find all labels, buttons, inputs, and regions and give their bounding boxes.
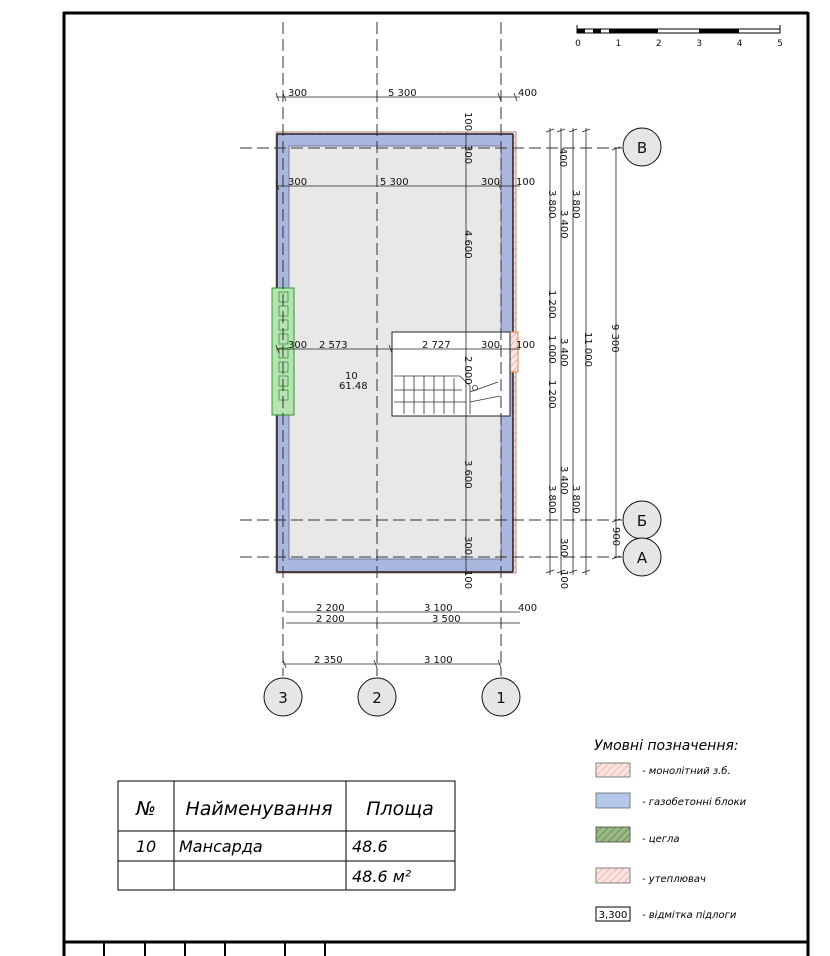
legend-label-concrete: - монолітний з.б.	[642, 766, 731, 777]
scale-tick-label: 5	[777, 39, 783, 49]
dim-bottom1-b: 3 100	[424, 603, 453, 614]
dim-inner-f: 300	[462, 536, 473, 556]
dim-r3-c: 3 800	[570, 485, 581, 514]
dim-bottom2-a: 2 200	[316, 614, 345, 625]
dim-inner-d: 2 000	[462, 356, 473, 385]
table-row1-num: 10	[135, 837, 157, 856]
axis-bubble-v	[623, 128, 661, 166]
area-table	[118, 781, 455, 890]
dim-r3-b: 11 000	[582, 332, 593, 367]
dim-r2-b: 3 400	[558, 338, 569, 367]
axis-bubble-1	[482, 678, 520, 716]
table-row1-area: 48.6	[352, 837, 388, 856]
axis-label-2: 2	[372, 689, 382, 707]
dim-bottom1-c: 400	[518, 603, 538, 614]
dim-r2-c: 3 400	[558, 466, 569, 495]
dim-bottom3-a: 2 350	[314, 655, 343, 666]
axis-bubble-2	[358, 678, 396, 716]
axis-label-b: Б	[636, 512, 648, 530]
legend-title: Умовні позначення:	[594, 738, 739, 754]
dim-top2-d: 100	[516, 177, 536, 188]
dim-top1-c: 400	[518, 88, 538, 99]
axis-label-v: В	[636, 139, 648, 157]
legend-swatch-blocks	[596, 793, 630, 808]
legend-swatch-concrete	[596, 763, 630, 777]
dim-stair-d: 300	[481, 340, 501, 351]
scale-tick-label: 2	[655, 39, 662, 49]
dim-top2-a: 300	[288, 177, 308, 188]
dim-top2-b: 5 300	[380, 177, 409, 188]
scale-tick-label: 1	[615, 39, 622, 49]
title-block-strip	[64, 942, 808, 956]
dim-stair-e: 100	[516, 340, 536, 351]
dim-top1-b: 5 300	[388, 88, 417, 99]
room-number: 10	[345, 371, 358, 382]
dim-inner-e: 3 600	[462, 460, 473, 489]
dim-r1-a: 400	[557, 148, 568, 168]
room-area: 61.48	[339, 381, 368, 392]
dim-r1-c: 1 200	[546, 290, 557, 319]
dim-top1-a: 300	[288, 88, 308, 99]
legend	[594, 738, 747, 921]
dim-top2-c: 300	[481, 177, 501, 188]
dim-stair-a: 300	[288, 340, 308, 351]
axis-label-a: А	[636, 549, 648, 567]
dim-r3-a: 3 800	[570, 190, 581, 219]
dim-r1-e: 1 200	[546, 380, 557, 409]
scale-tick-label: 4	[736, 39, 743, 49]
table-row2-area: 48.6 м²	[352, 867, 412, 886]
legend-label-blocks: - газобетонні блоки	[642, 797, 747, 808]
dim-bottom2-b: 3 500	[432, 614, 461, 625]
dim-r2-d: 300	[558, 538, 569, 558]
axis-bubble-a	[623, 538, 661, 576]
axis-label-3: 3	[278, 689, 288, 707]
dim-r2-a: 3 400	[558, 210, 569, 239]
table-header-num: №	[136, 798, 156, 820]
dim-r1-d: 1 000	[546, 335, 557, 364]
wall-opening	[510, 332, 518, 372]
dim-r1-b: 3 800	[546, 190, 557, 219]
scale-tick-label: 3	[696, 39, 703, 49]
dim-inner-b: 300	[462, 145, 473, 165]
dim-bottom3-b: 3 100	[424, 655, 453, 666]
legend-floor-mark-value: 3,300	[598, 910, 628, 921]
legend-label-brick: - цегла	[642, 834, 680, 845]
legend-label-floor-mark: - відмітка підлоги	[642, 910, 737, 921]
axis-label-1: 1	[496, 689, 506, 707]
dim-inner-a: 100	[462, 112, 473, 132]
dim-bottom1-a: 2 200	[316, 603, 345, 614]
axis-bubble-b	[623, 501, 661, 539]
dim-stair-b: 2 573	[319, 340, 348, 351]
dim-right-total: 9 300	[609, 324, 620, 353]
scale-bar	[575, 25, 783, 49]
scale-tick-label: 0	[575, 39, 581, 49]
dim-inner-c: 4 600	[462, 230, 473, 259]
legend-swatch-insulation	[596, 868, 630, 883]
axis-bubble-3	[264, 678, 302, 716]
table-header-area: Площа	[366, 798, 434, 820]
table-row1-name: Мансарда	[179, 837, 263, 856]
legend-label-insulation: - утеплювач	[642, 874, 706, 885]
dim-stair-c: 2 727	[422, 340, 451, 351]
dim-r2-e: 100	[558, 570, 569, 590]
dim-r1-f: 3 800	[546, 485, 557, 514]
table-header-name: Найменування	[185, 798, 333, 820]
dim-r1-g: 900	[610, 527, 621, 547]
legend-swatch-brick	[596, 827, 630, 842]
dim-inner-g: 100	[462, 570, 473, 590]
